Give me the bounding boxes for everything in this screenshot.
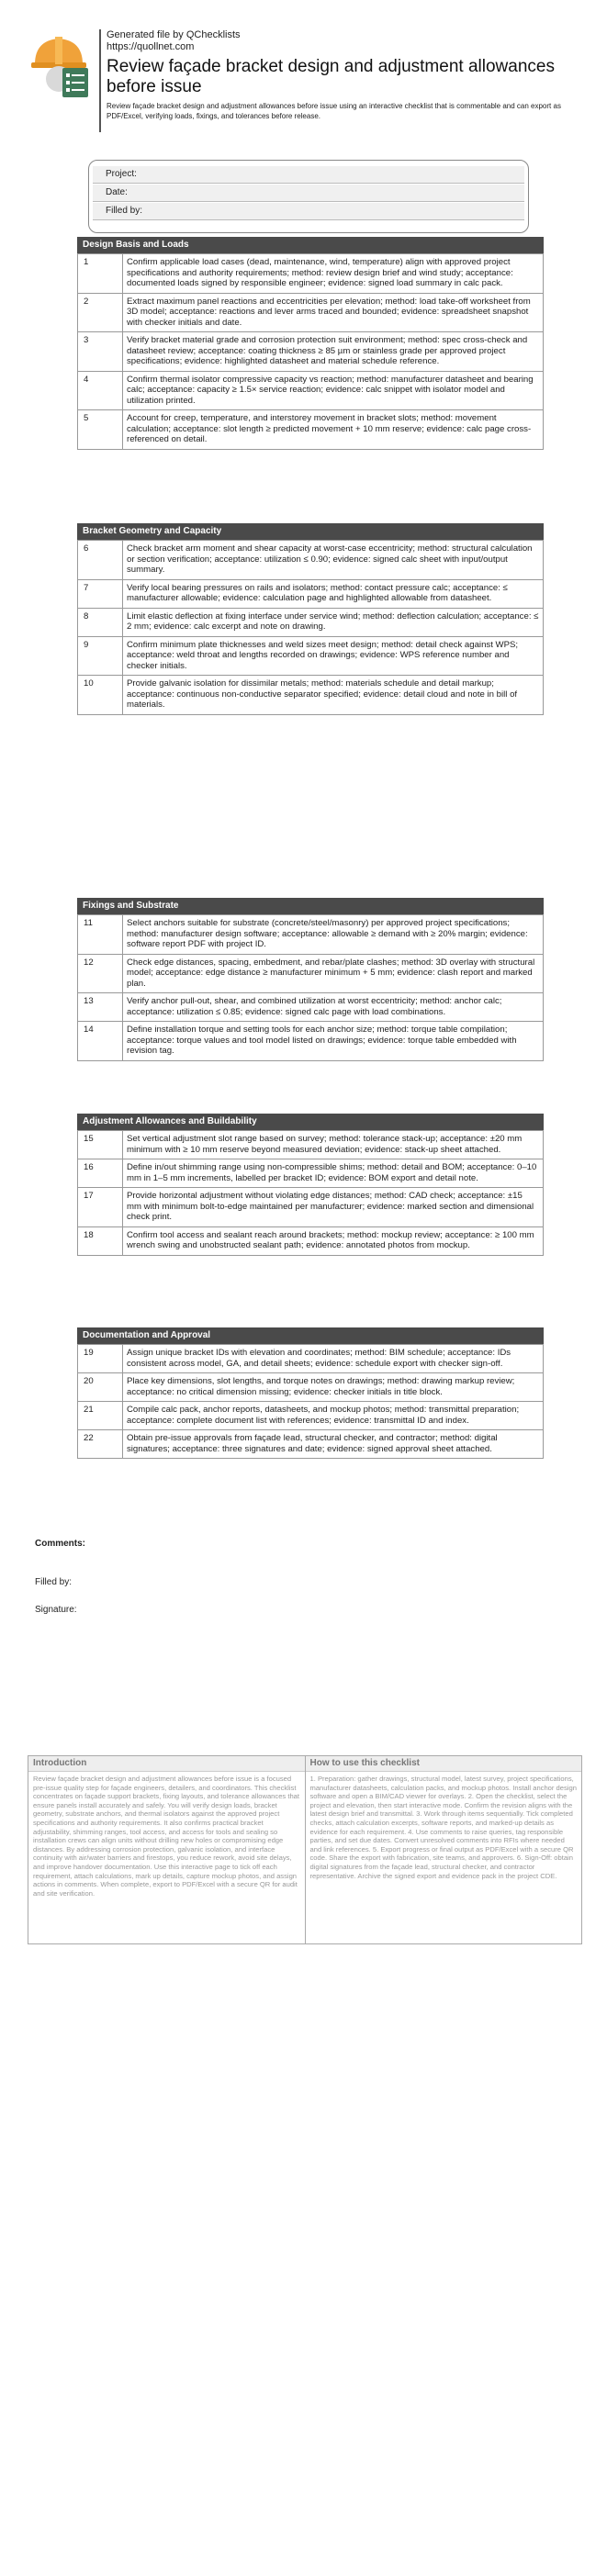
section-header: Adjustment Allowances and Buildability <box>77 1114 544 1130</box>
checklist-item[interactable] <box>78 1188 544 1227</box>
item-text: Provide galvanic isolation for dissimilar metals; method: materials schedule and detail markup; acceptance: continuous non-conductive separator specified; evidence: detail cloud and note in bill of materials. <box>123 676 544 715</box>
filled-by-label: Filled by: <box>35 1577 73 1587</box>
item-number: 11 <box>78 915 123 955</box>
item-number: 15 <box>78 1131 123 1159</box>
page-description: Review façade bracket design and adjustment allowances before issue using an interactive checklist that is commentable and can export as PDF/Excel, verifying loads, fixings, and tolerances before release. <box>107 102 561 120</box>
checklist-item[interactable] <box>78 1345 544 1373</box>
how-to-title: How to use this checklist <box>306 1756 582 1772</box>
checklist-item[interactable] <box>78 293 544 332</box>
item-number: 1 <box>78 254 123 294</box>
introduction-panel <box>28 1756 305 1943</box>
checklist-item[interactable] <box>78 1131 544 1159</box>
source-link[interactable]: https://quollnet.com <box>107 41 195 52</box>
item-text: Select anchors suitable for substrate (concrete/steel/masonry) per approved project specifications; method: manufacturer design software; acceptance: allowable ≥ demand with ≥ 20% margin; evidence: software report PDF with project ID. <box>123 915 544 955</box>
item-text: Assign unique bracket IDs with elevation and coordinates; method: BIM schedule; acceptance: IDs consistent across model, GA, and detail sheets; evidence: schedule export with checker sign-off. <box>123 1345 544 1373</box>
checklist-item[interactable] <box>78 332 544 372</box>
item-number: 12 <box>78 954 123 993</box>
item-number: 22 <box>78 1430 123 1459</box>
item-number: 6 <box>78 541 123 580</box>
info-panel <box>28 1755 582 1944</box>
item-text: Confirm applicable load cases (dead, maintenance, wind, temperature) align with approved project specifications and authority requirements; method: review design brief and wind study; acceptance: documented loads signed by responsible engineer; evidence: signed load summary in calc pack. <box>123 254 544 294</box>
item-number: 14 <box>78 1022 123 1061</box>
project-info-box <box>88 160 529 233</box>
item-number: 17 <box>78 1188 123 1227</box>
section-adjustment-allowances <box>77 1114 544 1256</box>
item-text: Verify anchor pull-out, shear, and combined utilization at worst eccentricity; method: anchor calc; acceptance: utilization ≤ 0.85; evidence: signed calc page with load combinations. <box>123 993 544 1022</box>
checklist-item[interactable] <box>78 371 544 410</box>
checklist-item[interactable] <box>78 254 544 294</box>
item-number: 4 <box>78 371 123 410</box>
item-number: 20 <box>78 1373 123 1402</box>
checklist-item[interactable] <box>78 1430 544 1459</box>
introduction-text: Review façade bracket design and adjustment allowances before issue is a focused pre-issue quality step for façade engineers, detailers, and coordinators. This checklist concentrates on façade support brackets, fixing layouts, and tolerance allowances that ensure panels install accurately and safely. You will verify design loads, bracket geometry, substrate anchors, and thermal isolators against the approved project specifications and authority requirements. It also confirms practical bracket adjustability, shimming ranges, tool access, and access for tools and sealing so installation crews can align units without drilling new holes or compromising edge distances. By addressing corrosion protection, galvanic isolation, and interface continuity with air/water barriers and firestops, you reduce rework, avoid site delays, and improve handover documentation. Use this interactive page to tick off each requirement, attach calculations, mark up details, capture mockup photos, and assign actions in comments. When complete, export to PDF/Excel with a secure QR for audit and site verification. <box>33 1775 300 1898</box>
section-documentation-approval <box>77 1327 544 1459</box>
checklist-item[interactable] <box>78 541 544 580</box>
section-header: Fixings and Substrate <box>77 898 544 914</box>
item-text: Verify local bearing pressures on rails and isolators; method: contact pressure calc; acceptance: ≤ manufacturer allowable; evidence: calculation page and highlighted allowable from datasheet. <box>123 579 544 608</box>
section-fixings-substrate <box>77 898 544 1061</box>
item-text: Extract maximum panel reactions and eccentricities per elevation; method: load take-off worksheet from 3D model; acceptance: reactions and lever arms traced and bounded; evidence: spreadsheet snapshot with checker initials and date. <box>123 293 544 332</box>
checklist-item[interactable] <box>78 1226 544 1255</box>
checklist-item[interactable] <box>78 915 544 955</box>
filled-by-field[interactable]: Filled by: <box>93 203 524 220</box>
item-text: Check bracket arm moment and shear capacity at worst-case eccentricity; method: structural calculation or section verification; acceptance: utilization ≤ 0.90; evidence: signed calc sheet with input/output summary. <box>123 541 544 580</box>
comments-label: Comments: <box>35 1539 86 1549</box>
introduction-title: Introduction <box>28 1756 305 1772</box>
item-text: Obtain pre-issue approvals from façade lead, structural checker, and contractor; method: digital signatures; acceptance: three signatures and date; evidence: signed approval sheet attached. <box>123 1430 544 1459</box>
item-number: 10 <box>78 676 123 715</box>
item-number: 16 <box>78 1159 123 1188</box>
project-field[interactable]: Project: <box>93 166 524 184</box>
section-header: Bracket Geometry and Capacity <box>77 523 544 540</box>
item-text: Confirm thermal isolator compressive capacity vs reaction; method: manufacturer datasheet and bearing calc; acceptance: capacity ≥ 1.5× service reaction; evidence: calc snippet with isolator model and utilization printed. <box>123 371 544 410</box>
checklist-item[interactable] <box>78 676 544 715</box>
checklist-item[interactable] <box>78 1373 544 1402</box>
logo-icon <box>29 33 92 99</box>
date-field[interactable]: Date: <box>93 185 524 202</box>
checklist-item[interactable] <box>78 579 544 608</box>
checklist-item[interactable] <box>78 993 544 1022</box>
item-text: Place key dimensions, slot lengths, and torque notes on drawings; method: drawing markup review; acceptance: no critical dimension missing; evidence: checker initials in title block. <box>123 1373 544 1402</box>
checklist-item[interactable] <box>78 1022 544 1061</box>
checklist-item[interactable] <box>78 636 544 676</box>
item-number: 9 <box>78 636 123 676</box>
item-text: Limit elastic deflection at fixing interface under service wind; method: deflection calculation; acceptance: ≤ 2 mm; evidence: calc excerpt and note on drawing. <box>123 608 544 636</box>
checklist-item[interactable] <box>78 1159 544 1188</box>
how-to-text: 1. Preparation: gather drawings, structural model, latest survey, project specifications, manufacturer datasheets, calculation packs, and mockup photos. Install anchor design software and open a BIM/CAD viewer for overlays. 2. Open the checklist, select the project and elevation, then start interactive mode. Confirm the revision aligns with the latest design brief and transmittal. 3. Work through items sequentially. Tick completed checks, attach calculation excerpts, software reports, and marked-up details as evidence for each requirement. 4. Use comments to raise queries, tag responsible parties, and set due dates. Convert unresolved comments into RFIs where needed and link references. 5. Export progress or final output as PDF/Excel with a secure QR code. Share the export with fabrication, site teams, and approvers. 6. Sign-Off: obtain digital signatures from the façade lead, structural checker, and contractor representative. Archive the signed export and evidence pack in the project CDE. <box>309 1775 577 1880</box>
section-header: Documentation and Approval <box>77 1327 544 1344</box>
generated-by: Generated file by QChecklists <box>107 29 241 40</box>
section-header: Design Basis and Loads <box>77 237 544 253</box>
header <box>29 29 580 140</box>
item-number: 18 <box>78 1226 123 1255</box>
item-number: 8 <box>78 608 123 636</box>
header-divider <box>99 29 101 132</box>
item-text: Define in/out shimming range using non-compressible shims; method: detail and BOM; acceptance: 0–10 mm in 1–5 mm increments, labelled per bracket ID; evidence: BOM export and detail note. <box>123 1159 544 1188</box>
item-text: Define installation torque and setting tools for each anchor size; method: torque table compilation; acceptance: torque values and tool model listed on drawings; evidence: torque table embedded with revision tag. <box>123 1022 544 1061</box>
item-text: Account for creep, temperature, and interstorey movement in bracket slots; method: movement calculation; acceptance: slot length ≥ predicted movement + 10 mm reserve; evidence: calc page cross-referenced on detail. <box>123 410 544 450</box>
item-text: Provide horizontal adjustment without violating edge distances; method: CAD check; acceptance: ±15 mm with minimum bolt-to-edge maintained per manufacturer; evidence: marked section and dimensional check print. <box>123 1188 544 1227</box>
how-to-panel <box>305 1756 582 1943</box>
item-number: 21 <box>78 1402 123 1430</box>
checklist-item[interactable] <box>78 608 544 636</box>
section-bracket-geometry <box>77 523 544 715</box>
item-number: 2 <box>78 293 123 332</box>
item-number: 5 <box>78 410 123 450</box>
checklist-item[interactable] <box>78 1402 544 1430</box>
item-number: 7 <box>78 579 123 608</box>
item-number: 13 <box>78 993 123 1022</box>
item-text: Confirm tool access and sealant reach around brackets; method: mockup review; acceptance: ≥ 100 mm wrench swing and unobstructed sealant path; evidence: annotated photos from mockup. <box>123 1226 544 1255</box>
checklist-item[interactable] <box>78 410 544 450</box>
page-title: Review façade bracket design and adjustment allowances before issue <box>107 57 555 96</box>
item-text: Confirm minimum plate thicknesses and weld sizes meet design; method: detail check against WPS; acceptance: weld throat and lengths recorded on drawings; evidence: WPS reference number and checker initials. <box>123 636 544 676</box>
item-number: 3 <box>78 332 123 372</box>
item-text: Set vertical adjustment slot range based on survey; method: tolerance stack-up; acceptance: ±20 mm minimum with ≥ 10 mm reserve beyond measured deviation; evidence: stack-up sheet attached. <box>123 1131 544 1159</box>
item-text: Verify bracket material grade and corrosion protection suit environment; method: spec cross-check and datasheet review; acceptance: coating thickness ≥ 85 µm or stainless grade per approved project specifications; evidence: highlighted datasheet and material schedule reference. <box>123 332 544 372</box>
section-design-basis <box>77 237 544 450</box>
checklist-item[interactable] <box>78 954 544 993</box>
item-number: 19 <box>78 1345 123 1373</box>
item-text: Compile calc pack, anchor reports, datasheets, and mockup photos; method: transmittal preparation; acceptance: complete document list with references; evidence: transmittal ID and index. <box>123 1402 544 1430</box>
item-text: Check edge distances, spacing, embedment, and rebar/plate clashes; method: 3D overlay with structural model; acceptance: edge distance ≥ manufacturer minimum + 5 mm; evidence: clash report and marked plan. <box>123 954 544 993</box>
signature-label: Signature: <box>35 1605 77 1615</box>
